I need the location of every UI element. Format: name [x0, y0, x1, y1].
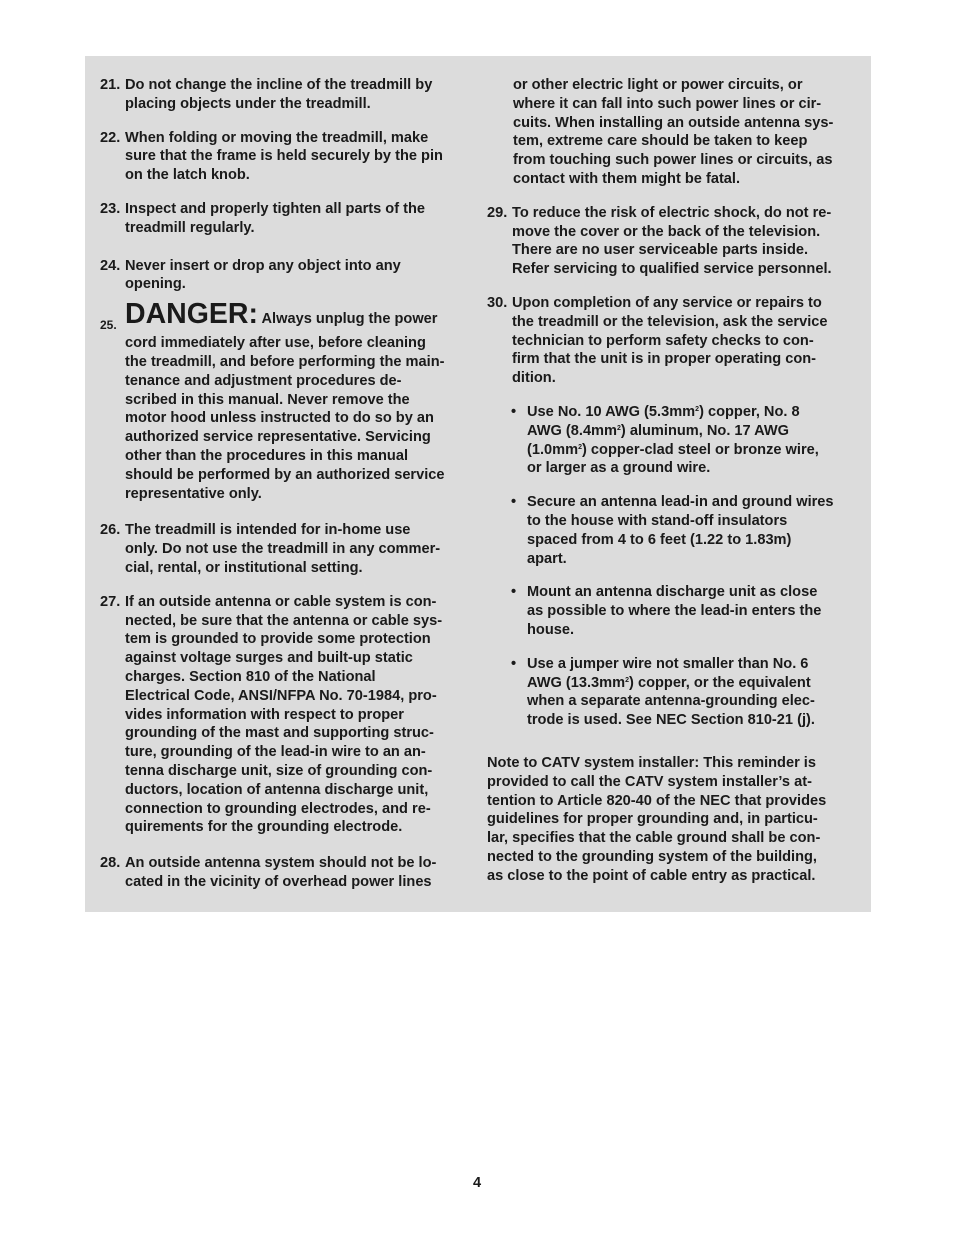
- text-line: charges. Section 810 of the National: [125, 668, 376, 685]
- text-line: AWG $(8.4mm^2)$ aluminum, No. 17 AWG: [527, 422, 790, 439]
- right-column: [487, 76, 859, 885]
- item-27: [100, 593, 470, 837]
- text-line: representative only.: [125, 485, 262, 502]
- bullet-lead-in: [487, 493, 859, 568]
- item-30: [487, 294, 859, 388]
- text-line: authorized service representative. Servicing: [125, 429, 431, 446]
- catv-installer-note: [487, 754, 859, 886]
- text-line: against voltage surges and built-up static: [125, 650, 413, 667]
- text-line: dition.: [512, 370, 556, 387]
- text-line: to the house with stand-off insulators: [527, 512, 788, 529]
- text-line: Inspect and properly tighten all parts of the: [125, 200, 426, 217]
- text-line: the treadmill or the television, ask the service: [512, 313, 828, 330]
- bullet-icon: •: [511, 584, 517, 601]
- text-line: $(1.0mm^2)$ copper-clad steel or bronze wire,: [527, 441, 819, 458]
- text-line: Mount an antenna discharge unit as close: [527, 584, 818, 601]
- text-line: other than the procedures in this manual: [125, 447, 408, 464]
- danger-heading: DANGER:: [125, 298, 258, 331]
- text-line: should be performed by an authorized service: [125, 466, 445, 483]
- item-25-danger: [100, 298, 470, 503]
- text-line: cord immediately after use, before cleaning: [125, 335, 426, 352]
- text-line: sure that the frame is held securely by the pin: [125, 148, 443, 165]
- item-23: [100, 200, 470, 238]
- text-line: tention to Article 820-40 of the NEC that provides: [487, 792, 827, 809]
- text-line: as possible to where the lead-in enters the: [527, 603, 822, 620]
- item-number: 22.: [100, 129, 121, 146]
- item-28: [100, 854, 470, 892]
- text-line: technician to perform safety checks to con-: [512, 332, 814, 349]
- text-line: the treadmill, and before performing the main-: [125, 353, 445, 370]
- page-number: 4: [472, 1175, 482, 1191]
- left-column: [100, 76, 470, 907]
- text-line: AWG $(13.3mm^2)$ copper, or the equivalent: [527, 674, 811, 691]
- text-line: provided to call the CATV system installer’s at-: [487, 773, 812, 790]
- text-line: as close to the point of cable entry as practical.: [487, 867, 816, 884]
- item-number: 23.: [100, 200, 121, 217]
- bullet-icon: •: [511, 494, 517, 511]
- text-line: grounding of the mast and supporting struc-: [125, 725, 434, 742]
- text-line: ductors, location of antenna discharge unit,: [125, 781, 429, 798]
- text-line: spaced from 4 to 6 feet (1.22 to 1.83m): [527, 531, 792, 548]
- text-line: only. Do not use the treadmill in any commer-: [125, 541, 441, 558]
- text-line: tem is grounded to provide some protection: [125, 631, 431, 648]
- text-line: vides information with respect to proper: [125, 706, 404, 723]
- item-28-continued: [487, 76, 859, 189]
- text-line: Never insert or drop any object into any: [125, 257, 401, 274]
- item-number: 28.: [100, 855, 121, 872]
- item-26: [100, 521, 470, 577]
- text-line: contact with them might be fatal.: [513, 170, 741, 187]
- text-line: or other electric light or power circuits, or: [513, 77, 803, 93]
- text-line: nected to the grounding system of the building,: [487, 848, 817, 865]
- item-24: [100, 257, 470, 295]
- text-line: tenance and adjustment procedures de-: [125, 372, 402, 389]
- text-line: treadmill regularly.: [125, 219, 255, 236]
- text-line: or larger as a ground wire.: [527, 460, 711, 477]
- item-number: 21.: [100, 77, 121, 93]
- text-line: from touching such power lines or circuits, as: [513, 152, 833, 169]
- text-line: guidelines for proper grounding and, in particu-: [487, 811, 818, 828]
- item-number: 30.: [487, 294, 508, 311]
- bullet-icon: •: [511, 655, 517, 672]
- text-line: nected, be sure that the antenna or cable sys-: [125, 612, 443, 629]
- text-line: tenna discharge unit, size of grounding con-: [125, 762, 433, 779]
- text-line: When folding or moving the treadmill, make: [125, 129, 429, 146]
- text-line: cial, rental, or institutional setting.: [125, 559, 363, 576]
- bullet-jumper-wire: [487, 655, 859, 730]
- text-line: Secure an antenna lead-in and ground wires: [527, 494, 834, 511]
- instructions-panel: [85, 56, 871, 912]
- text-line: firm that the unit is in proper operating con-: [512, 351, 817, 368]
- text-line: motor hood unless instructed to do so by an: [125, 410, 434, 427]
- text-line: scribed in this manual. Never remove the: [125, 391, 410, 408]
- text-line: Do not change the incline of the treadmill by: [125, 77, 433, 93]
- item-22: [100, 129, 470, 185]
- text-line: Use No. 10 AWG $(5.3mm^2)$ copper, No. 8: [527, 403, 800, 420]
- item-21: [100, 76, 470, 114]
- item-number: 26.: [100, 522, 121, 539]
- text-line: cated in the vicinity of overhead power lines: [125, 873, 432, 890]
- text-line: house.: [527, 621, 575, 638]
- text-line: opening.: [125, 276, 186, 293]
- item-29: [487, 204, 859, 279]
- item-number: 27.: [100, 593, 121, 610]
- text-line: If an outside antenna or cable system is con-: [125, 593, 437, 610]
- text-line: on the latch knob.: [125, 167, 250, 184]
- text-line: quirements for the grounding electrode.: [125, 819, 403, 836]
- text-line: move the cover or the back of the television.: [512, 223, 821, 240]
- item-number: 25.: [100, 318, 117, 333]
- bullet-ground-wire: [487, 403, 859, 478]
- text-line: ture, grounding of the lead-in wire to an an-: [125, 744, 426, 761]
- text-line: To reduce the risk of electric shock, do not re-: [512, 204, 832, 221]
- bullet-icon: •: [511, 403, 517, 420]
- text-line: Note to CATV system installer: This reminder is: [487, 754, 816, 771]
- text-line: lar, specifies that the cable ground shall be con-: [487, 830, 821, 847]
- bullet-discharge-unit: [487, 583, 859, 639]
- text-line: Upon completion of any service or repairs to: [512, 294, 822, 311]
- text-line: The treadmill is intended for in-home use: [125, 522, 411, 539]
- item-number: 24.: [100, 257, 121, 274]
- text-line: Use a jumper wire not smaller than No. 6: [527, 655, 809, 672]
- text-line: where it can fall into such power lines or cir-: [513, 95, 822, 112]
- danger-first-line: DANGER: Always unplug the power: [125, 298, 438, 331]
- text-line: tem, extreme care should be taken to keep: [513, 133, 808, 150]
- text-line: Electrical Code, ANSI/NFPA No. 70-1984, pro-: [125, 687, 437, 704]
- item-number: 29.: [487, 204, 508, 221]
- text-line: trode is used. See NEC Section 810-21 (j).: [527, 712, 815, 729]
- text-line: There are no user serviceable parts inside.: [512, 242, 809, 259]
- text-line: connection to grounding electrodes, and re-: [125, 800, 431, 817]
- text-line: apart.: [527, 550, 567, 567]
- text-line: cuits. When installing an outside antenna sys-: [513, 114, 834, 131]
- text-line: Refer servicing to qualified service personnel.: [512, 261, 832, 278]
- text-line: when a separate antenna-grounding elec-: [527, 693, 815, 710]
- text-line: placing objects under the treadmill.: [125, 95, 371, 112]
- text-line: An outside antenna system should not be lo-: [125, 855, 437, 872]
